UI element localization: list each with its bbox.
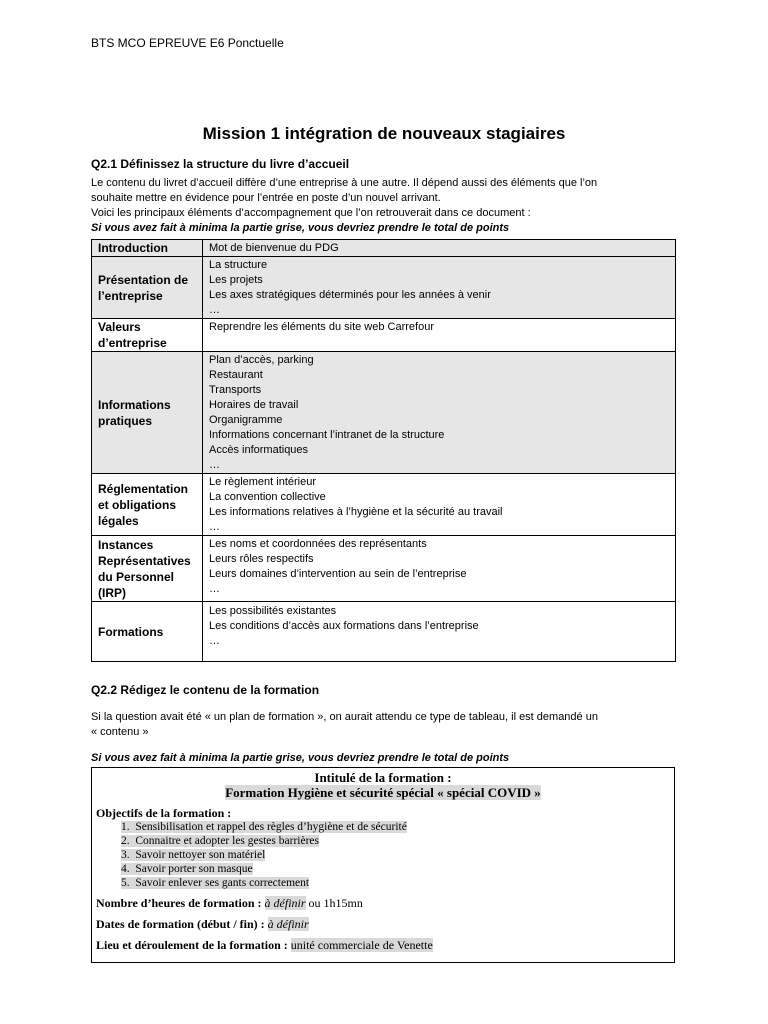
row-item: La convention collective xyxy=(209,491,326,503)
table-row xyxy=(92,240,676,257)
row-item: Mot de bienvenue du PDG xyxy=(209,242,339,254)
row-item: Horaires de travail xyxy=(209,399,299,411)
row-item: Leurs domaines d’intervention au sein de l’entreprise xyxy=(209,568,467,580)
dates-label: Dates de formation (début / fin) : xyxy=(96,917,265,931)
row-item: … xyxy=(209,635,220,647)
row-item: Les informations relatives à l’hygiène et la sécurité au travail xyxy=(209,506,503,518)
row-key-line: d’entreprise xyxy=(98,336,167,350)
row-key xyxy=(92,474,203,536)
row-item: Transports xyxy=(209,384,262,396)
formation-title-label: Intitulé de la formation : xyxy=(314,770,452,785)
place-value: unité commerciale de Venette xyxy=(290,938,433,952)
row-items xyxy=(203,319,676,352)
row-item: Les noms et coordonnées des représentants xyxy=(209,538,427,550)
q22-paragraph xyxy=(91,710,681,740)
q21-note: Si vous avez fait à minima la partie grise, vous devriez prendre le total de points xyxy=(91,222,510,234)
formation-title-row xyxy=(92,785,674,800)
row-item: … xyxy=(209,583,220,595)
q22-note: Si vous avez fait à minima la partie grise, vous devriez prendre le total de points xyxy=(91,752,510,764)
row-key-line: Représentatives xyxy=(98,553,191,568)
row-item: Reprendre les éléments du site web Carrefour xyxy=(209,321,435,333)
list-item xyxy=(121,876,674,890)
row-item: Plan d’accès, parking xyxy=(209,354,314,366)
table-row xyxy=(92,257,676,319)
table-row xyxy=(92,352,676,474)
row-item: Leurs rôles respectifs xyxy=(209,553,314,565)
page-title: Mission 1 intégration de nouveaux stagiaires xyxy=(202,124,566,143)
row-key-line: Introduction xyxy=(98,241,168,255)
row-item: Les axes stratégiques déterminés pour les années à venir xyxy=(209,289,491,301)
row-key-line: pratiques xyxy=(98,413,153,428)
formation-box xyxy=(91,767,675,963)
page-header: BTS MCO EPREUVE E6 Ponctuelle xyxy=(91,36,284,50)
row-items xyxy=(203,474,676,536)
table-row xyxy=(92,319,676,352)
dates-value: à définir xyxy=(267,917,309,931)
q22-heading: Q2.2 Rédigez le contenu de la formation xyxy=(91,683,320,697)
row-key xyxy=(92,257,203,319)
objectives-label: Objectifs de la formation : xyxy=(96,806,232,820)
q21-heading: Q2.1 Définissez la structure du livre d’accueil xyxy=(91,157,350,171)
row-key-line: Formations xyxy=(98,624,164,639)
row-item: Informations concernant l’intranet de la structure xyxy=(209,429,445,441)
row-key xyxy=(92,602,203,662)
place-row xyxy=(92,938,674,953)
row-key-line: Valeurs xyxy=(98,320,141,334)
row-key-line: Informations xyxy=(98,397,171,412)
objectives-list xyxy=(92,820,674,890)
row-key-line: Réglementation xyxy=(98,481,189,496)
table-row xyxy=(92,536,676,602)
row-key-line: Présentation de xyxy=(98,272,189,287)
objective-text: 3. Savoir nettoyer son matériel xyxy=(121,849,266,861)
q22-para-line1: Si la question avait été « un plan de formation », on aurait attendu ce type de tableau, il est demandé un xyxy=(91,711,598,723)
q21-para1-line2: souhaite mettre en évidence pour l’entrée en poste d’un nouvel arrivant. xyxy=(91,192,441,204)
table-row xyxy=(92,474,676,536)
row-item: Accès informatiques xyxy=(209,444,309,456)
objective-text: 4. Savoir porter son masque xyxy=(121,863,253,875)
row-item: Organigramme xyxy=(209,414,283,426)
list-item xyxy=(121,862,674,876)
hours-extra: ou 1h15mn xyxy=(308,896,363,910)
row-item: Les conditions d’accès aux formations dans l’entreprise xyxy=(209,620,479,632)
objective-text: 5. Savoir enlever ses gants correctement xyxy=(121,877,310,889)
row-key-line: légales xyxy=(98,513,139,528)
list-item xyxy=(121,848,674,862)
q22-para-line2: « contenu » xyxy=(91,726,149,738)
row-item: … xyxy=(209,304,220,316)
row-items xyxy=(203,352,676,474)
row-key-line: Instances xyxy=(98,537,154,552)
objective-text: 1. Sensibilisation et rappel des règles d’hygiène et de sécurité xyxy=(121,821,407,833)
hours-label: Nombre d’heures de formation : xyxy=(96,896,262,910)
table-row xyxy=(92,602,676,662)
objectives-label-row xyxy=(92,806,674,820)
dates-row xyxy=(92,917,674,932)
objective-text: 2. Connaitre et adopter les gestes barrières xyxy=(121,835,319,847)
row-key-line: du Personnel xyxy=(98,569,175,584)
list-item xyxy=(121,820,674,834)
row-item: Le règlement intérieur xyxy=(209,476,317,488)
row-items xyxy=(203,257,676,319)
row-key xyxy=(92,240,203,257)
q21-paragraph xyxy=(91,176,681,236)
row-item: … xyxy=(209,459,220,471)
row-key xyxy=(92,352,203,474)
row-item: Restaurant xyxy=(209,369,263,381)
livret-structure-table xyxy=(91,239,676,662)
q21-para1-line1: Le contenu du livret d’accueil diffère d’une entreprise à une autre. Il dépend aussi des éléments que l’on xyxy=(91,177,598,189)
row-items xyxy=(203,240,676,257)
row-key xyxy=(92,319,203,352)
q21-para2: Voici les principaux éléments d’accompagnement que l’on retrouverait dans ce document : xyxy=(91,207,531,219)
row-item: La structure xyxy=(209,259,268,271)
row-item: Les possibilités existantes xyxy=(209,605,337,617)
row-key xyxy=(92,536,203,602)
formation-title-value: Formation Hygiène et sécurité spécial « spécial COVID » xyxy=(225,785,541,800)
row-items xyxy=(203,536,676,602)
row-item: Les projets xyxy=(209,274,263,286)
hours-value: à définir xyxy=(264,896,306,910)
row-item: … xyxy=(209,521,220,533)
list-item xyxy=(121,834,674,848)
place-label: Lieu et déroulement de la formation : xyxy=(96,938,288,952)
row-key-line: (IRP) xyxy=(98,585,126,600)
row-key-line: et obligations xyxy=(98,497,176,512)
row-items xyxy=(203,602,676,662)
hours-row xyxy=(92,896,674,911)
row-key-line: l’entreprise xyxy=(98,288,163,303)
